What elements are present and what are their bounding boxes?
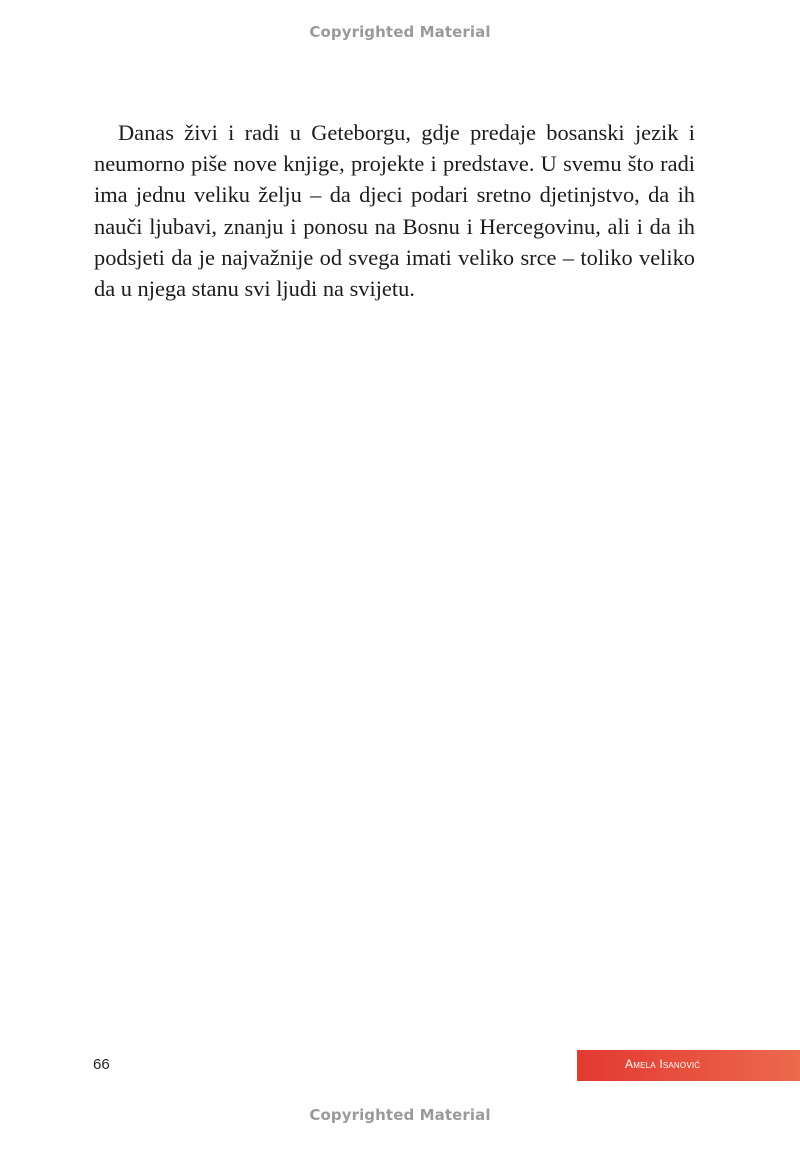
author-footer-band xyxy=(577,1050,800,1081)
page-number: 66 xyxy=(93,1056,110,1073)
author-name: Amela Isanović xyxy=(625,1057,701,1071)
body-paragraph: Danas živi i radi u Geteborgu, gdje predaje bosanski jezik i neumorno piše nove knjige, projekte i predstave. U svemu što radi ima jednu veliku želju – da djeci podari sretno djetinjstvo, da ih nauči ljubavi, znanju i ponosu na Bosnu i Hercegovinu, ali i da ih podsjeti da je najvažnije od svega imati veliko srce – toliko veliko da u njega stanu svi ljudi na svijetu. xyxy=(94,120,695,302)
copyright-watermark-top: Copyrighted Material xyxy=(309,23,491,41)
copyright-watermark-bottom: Copyrighted Material xyxy=(309,1106,491,1124)
